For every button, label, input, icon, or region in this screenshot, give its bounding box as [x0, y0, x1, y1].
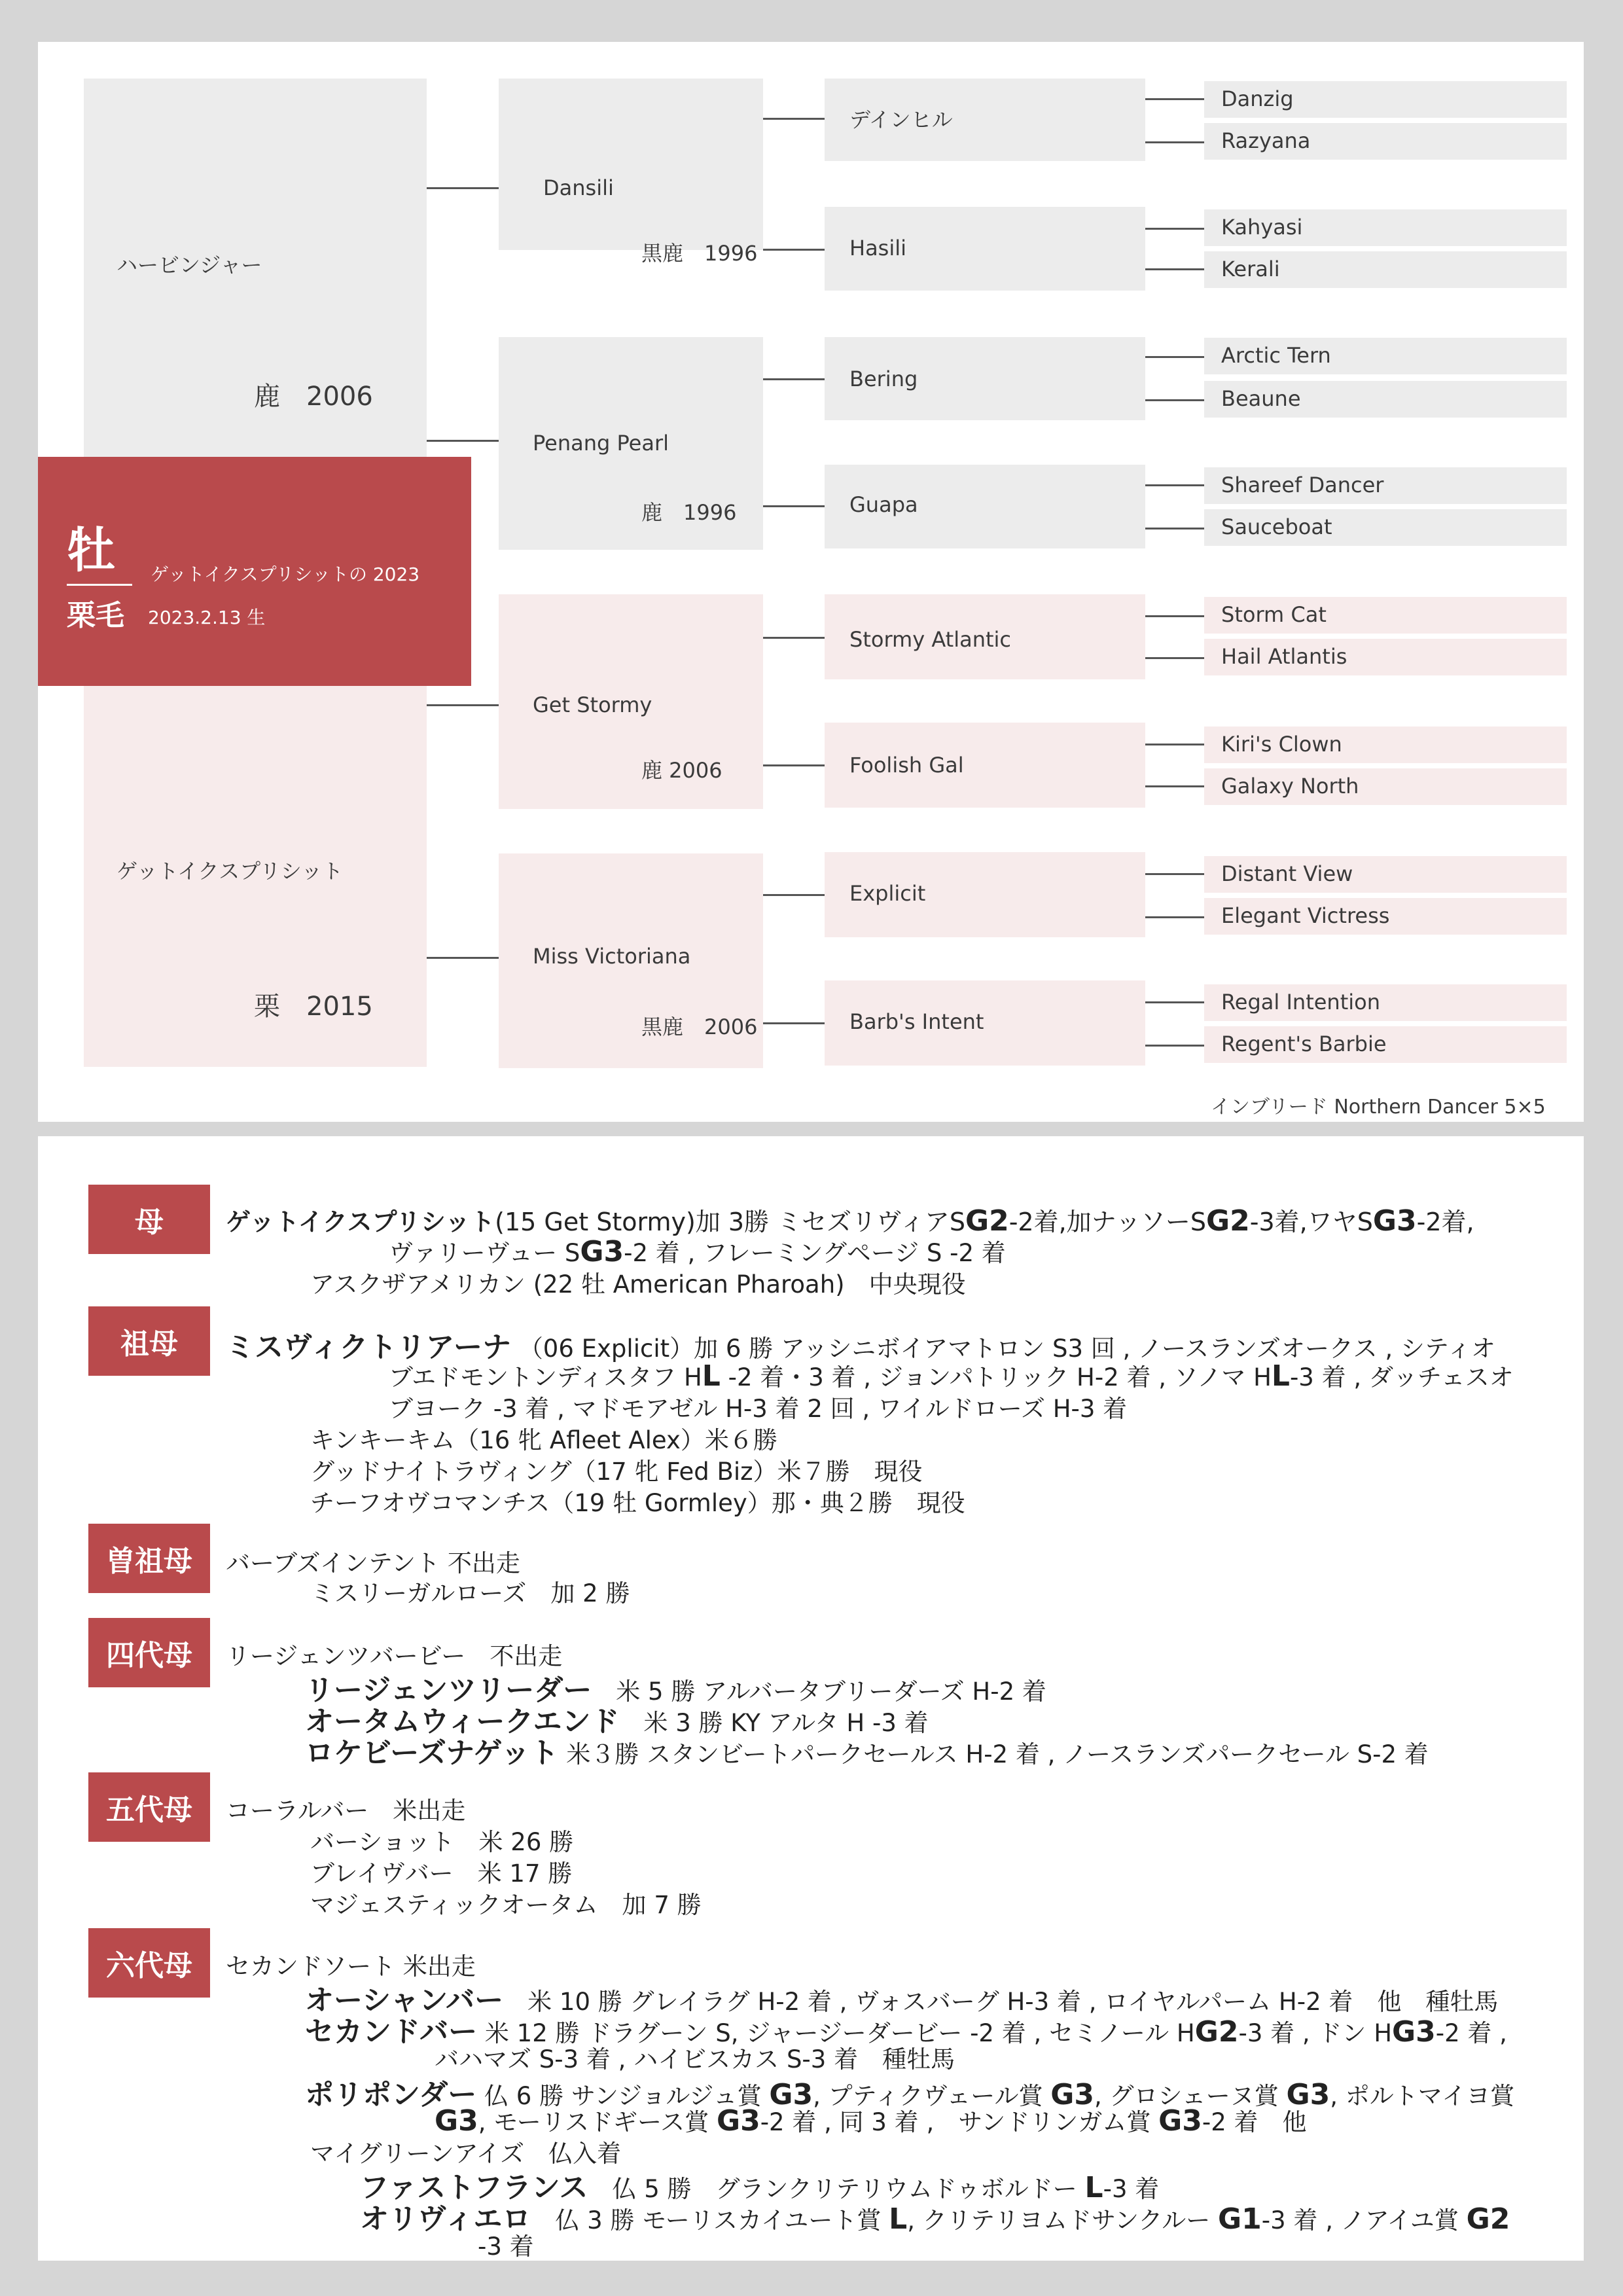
sixth-dam-line-5: ポリポンダー 仏 6 勝 サンジョルジュ賞 G3, プティクヴェール賞 G3, グロシェーヌ賞 G3, ポルトマイヨ賞 — [305, 2078, 1515, 2111]
sixth-dam-line-7: マイグリーンアイズ 仏入着 — [310, 2140, 622, 2168]
connector — [763, 118, 825, 120]
dam-info: 栗 2015 — [254, 992, 373, 1022]
gen4-name: Storm Cat — [1221, 602, 1327, 627]
gen4-name: Regal Intention — [1221, 990, 1380, 1014]
grade: G3 — [769, 2078, 813, 2111]
third-dam-line-1: バーブズインテント 不出走 — [226, 1549, 520, 1577]
sixth-dam-line-4: バハマズ S-3 着 , ハイビスカス S-3 着 種牡馬 — [435, 2045, 955, 2073]
gen2-name: Dansili — [543, 175, 614, 200]
connector — [1145, 1001, 1204, 1003]
gen4-name: Sauceboat — [1221, 514, 1332, 539]
tag-fifth-dam: 五代母 — [88, 1772, 210, 1842]
connector — [1145, 268, 1204, 270]
gen2-name: Penang Pearl — [533, 431, 669, 456]
connector — [1145, 785, 1204, 787]
connector — [1145, 528, 1204, 529]
gen4-name: Regent's Barbie — [1221, 1031, 1387, 1056]
fourth-dam-line-2: リージェンツリーダー 米 5 勝 アルバータブリーダーズ H-2 着 — [305, 1674, 1046, 1707]
granddam-line-5: グッドナイトラヴィング（17 牝 Fed Biz）米７勝 現役 — [310, 1458, 923, 1486]
gen2-name: Miss Victoriana — [533, 944, 691, 969]
subject-sex: 牡 — [67, 522, 115, 579]
gen4-name: Shareef Dancer — [1221, 473, 1384, 497]
grade: G3 — [1286, 2078, 1330, 2111]
connector — [1145, 228, 1204, 230]
connector — [1145, 356, 1204, 358]
granddam-line-6: チーフオヴコマンチス（19 牡 Gormley）那・典２勝 現役 — [310, 1489, 965, 1517]
third-dam-line-2: ミスリーガルローズ 加 2 勝 — [310, 1579, 630, 1607]
connector — [1145, 98, 1204, 100]
grade: G3 — [1392, 2015, 1436, 2049]
gen3-name: デインヒル — [849, 107, 953, 132]
sixth-dam-line-1: セカンドソート 米出走 — [226, 1952, 476, 1981]
granddam-line-1: ミスヴィクトリアーナ （06 Explicit）加 6 勝 アッシニボイアマトロン S3 回 , ノースランズオークス , シティオ — [226, 1331, 1495, 1364]
sire-info: 鹿 2006 — [254, 382, 373, 412]
connector — [763, 505, 825, 507]
gen2-info: 鹿 1996 — [641, 500, 737, 525]
grade: L — [1084, 2171, 1103, 2204]
connector — [1145, 615, 1204, 617]
fifth-dam-line-4: マジェスティックオータム 加 7 勝 — [310, 1891, 702, 1919]
sixth-dam-line-6: G3, モーリスドギース賞 G3-2 着 , 同 3 着 , サンドリンガム賞 G3-2 着 他 — [435, 2104, 1307, 2138]
connector — [1145, 399, 1204, 401]
subject-color: 栗毛 — [67, 599, 124, 632]
gen4-name: Razyana — [1221, 128, 1311, 153]
grade: G3 — [435, 2104, 478, 2138]
grade: G2 — [1194, 2015, 1239, 2049]
granddam-line-4: キンキーキム（16 牝 Afleet Alex）米６勝 — [310, 1426, 777, 1454]
grade: G3 — [1158, 2104, 1202, 2138]
sixth-dam-line-2: オーシャンバー 米 10 勝 グレイラグ H-2 着 , ヴォスバーグ H-3 着 , ロイヤルパーム H-2 着 他 種牡馬 — [305, 1984, 1499, 2017]
grade: G3 — [580, 1235, 624, 1268]
dam-line-2: ヴァリーヴュー SG3-2 着 , フレーミングページ S -2 着 — [389, 1235, 1006, 1268]
grade: L — [1271, 1359, 1290, 1393]
sixth-dam-line-3: セカンドバー 米 12 勝 ドラグーン S, ジャージーダービー -2 着 , セミノール HG2-3 着 , ドン HG3-2 着 , — [305, 2015, 1507, 2049]
sixth-dam-line-9: オリヴィエロ 仏 3 勝 モーリスカイユート賞 L, クリテリヨムドサンクルー G1-3 着 , ノアイユ賞 G2 — [360, 2202, 1510, 2236]
tag-sixth-dam: 六代母 — [88, 1928, 210, 1998]
connector — [763, 764, 825, 766]
connector — [427, 187, 499, 189]
connector — [763, 378, 825, 380]
tag-third-dam: 曽祖母 — [88, 1524, 210, 1593]
dam-line-1: ゲットイクスプリシット(15 Get Stormy)加 3勝 ミセズリヴィアSG2-2着,加ナッソーSG2-3着,ワヤSG3-2着, — [226, 1204, 1474, 1238]
connector — [1145, 873, 1204, 875]
dam-name: ゲットイクスプリシット — [226, 1208, 495, 1236]
granddam-line-3: ブヨーク -3 着 , マドモアゼル H-3 着 2 回 , ワイルドローズ H-3 着 — [389, 1395, 1128, 1423]
connector — [1145, 1045, 1204, 1047]
gen2-info: 黒鹿 1996 — [641, 241, 758, 266]
gen3-name: Guapa — [849, 492, 918, 517]
gen3-name: Explicit — [849, 881, 926, 906]
grade: L — [889, 2202, 908, 2236]
grade: G2 — [1206, 1204, 1250, 1238]
gen2-info: 黒鹿 2006 — [641, 1014, 758, 1039]
tag-granddam: 祖母 — [88, 1306, 210, 1376]
sire-name: ハービンジャー — [116, 253, 262, 278]
connector — [763, 894, 825, 896]
connector — [763, 1022, 825, 1024]
fifth-dam-line-2: バーショット 米 26 勝 — [310, 1828, 574, 1856]
connector — [1145, 744, 1204, 745]
gen3-name: Bering — [849, 367, 918, 391]
gen4-name: Danzig — [1221, 86, 1294, 111]
fifth-dam-line-1: コーラルバー 米出走 — [226, 1797, 466, 1825]
grade: L — [702, 1359, 721, 1393]
gen4-name: Kerali — [1221, 257, 1280, 281]
grade: G2 — [965, 1204, 1009, 1238]
gen3-name: Hasili — [849, 236, 907, 260]
grade: G3 — [1050, 2078, 1094, 2111]
connector — [427, 704, 499, 706]
sixth-dam-line-8: ファストフランス 仏 5 勝 グランクリテリウムドゥボルドー L-3 着 — [360, 2171, 1160, 2204]
connector — [1145, 657, 1204, 659]
gen4-name: Galaxy North — [1221, 774, 1359, 798]
gen2-box — [499, 79, 763, 250]
inbreed-note: インブリード Northern Dancer 5×5 — [1211, 1096, 1546, 1119]
connector — [1145, 916, 1204, 918]
sixth-dam-line-10: -3 着 — [478, 2233, 534, 2261]
gen3-name: Foolish Gal — [849, 753, 964, 778]
connector — [763, 249, 825, 251]
tag-dam: 母 — [88, 1185, 210, 1254]
connector — [1145, 141, 1204, 143]
granddam-name: ミスヴィクトリアーナ — [226, 1331, 512, 1364]
connector — [763, 637, 825, 639]
fourth-dam-line-1: リージェンツバービー 不出走 — [226, 1642, 563, 1670]
grade: G3 — [716, 2104, 760, 2138]
gen4-name: Kiri's Clown — [1221, 732, 1342, 757]
gen3-name: Barb's Intent — [849, 1009, 984, 1034]
gen4-name: Beaune — [1221, 386, 1301, 411]
subject-divider — [67, 584, 132, 586]
fourth-dam-line-3: オータムウィークエンド 米 3 勝 KY アルタ H -3 着 — [305, 1705, 929, 1738]
connector — [1145, 484, 1204, 486]
gen4-name: Distant View — [1221, 861, 1353, 886]
grade: G3 — [1372, 1204, 1417, 1238]
tag-fourth-dam: 四代母 — [88, 1618, 210, 1687]
connector — [427, 440, 499, 442]
gen2-info: 鹿 2006 — [641, 758, 722, 783]
fourth-dam-line-4: ロケビーズナゲット 米３勝 スタンビートパークセールス H-2 着 , ノースランズパークセール S-2 着 — [305, 1736, 1429, 1770]
fifth-dam-line-3: ブレイヴバー 米 17 勝 — [310, 1859, 573, 1888]
subject-name: ゲットイクスプリシットの 2023 — [151, 564, 420, 585]
grade: G2 — [1466, 2202, 1510, 2236]
connector — [427, 957, 499, 959]
grade: G1 — [1218, 2202, 1262, 2236]
dam-line-3: アスクザアメリカン (22 牡 American Pharoah) 中央現役 — [310, 1270, 966, 1299]
gen4-name: Kahyasi — [1221, 215, 1303, 240]
granddam-line-2: ブエドモントンディスタフ HL -2 着・3 着 , ジョンパトリック H-2 着 , ソノマ HL-3 着 , ダッチェスオ — [389, 1359, 1514, 1393]
gen2-name: Get Stormy — [533, 692, 652, 717]
dam-name: ゲットイクスプリシット — [116, 859, 344, 884]
gen4-name: Elegant Victress — [1221, 903, 1390, 928]
subject-birth: 2023.2.13 生 — [148, 607, 266, 628]
gen4-name: Hail Atlantis — [1221, 644, 1347, 669]
gen3-name: Stormy Atlantic — [849, 627, 1011, 652]
gen4-name: Arctic Tern — [1221, 343, 1331, 368]
